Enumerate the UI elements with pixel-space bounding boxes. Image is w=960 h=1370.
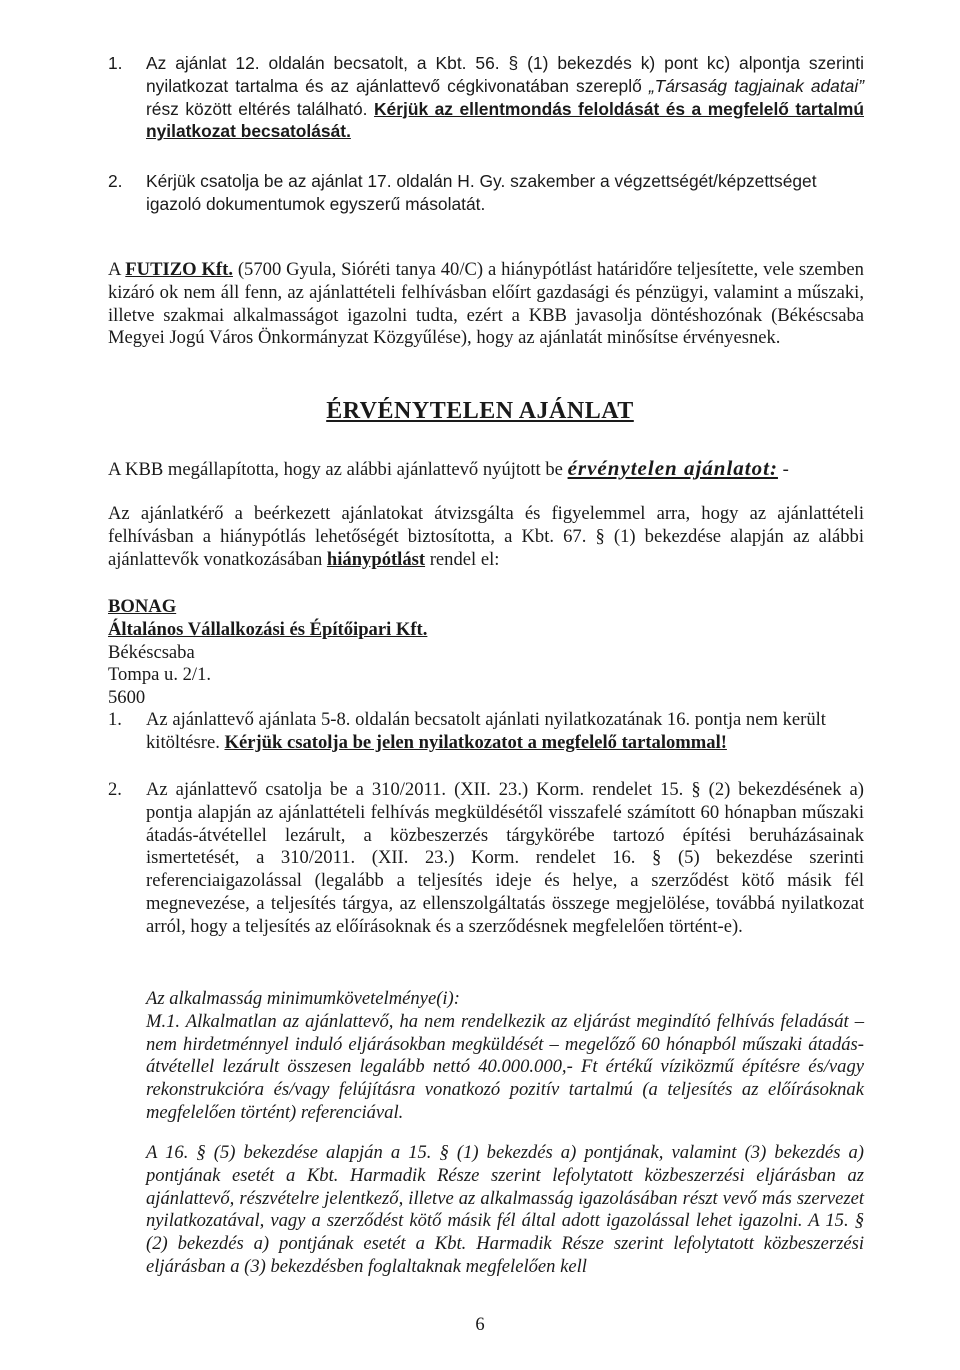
bold-request: Kérjük az ellentmondás feloldását és a megfelelő tartalmú nyilatkozat becsatolását.	[146, 98, 864, 142]
item-text: Az ajánlattevő ajánlata 5-8. oldalán becsatolt ajánlati nyilatkozatának 16. pontja nem került kitöltésre. Kérjük csatolja be jelen nyilatkozatot a megfelelő tartalommal!	[146, 709, 826, 753]
item-text: Kérjük csatolja be az ajánlat 17. oldalán H. Gy. szakember a végzettségét/képzettséget igazoló dokumentumok egyszerű másolatát.	[146, 171, 817, 214]
company-name: BONAG Általános Vállalkozási és Építőipari Kft.	[108, 596, 428, 640]
company-zip: 5600	[108, 687, 146, 709]
item-number: 2.	[108, 779, 122, 800]
page-number: 6	[475, 1314, 485, 1335]
list-item	[108, 52, 864, 143]
list-item	[108, 170, 864, 216]
intro-paragraph: Az ajánlatkérő a beérkezett ajánlatokat átvizsgálta és figyelemmel arra, hogy az ajánlattételi felhívásban a hiánypótlás lehetőségét biztosította, a Kbt. 67. § (1) bekezdése alapján az alábbi ajánlattevők vonatkozásában hiánypótlást rendel el:	[108, 503, 864, 570]
requirement-title: Az alkalmasság minimumkövetelménye(i):	[146, 988, 460, 1009]
kbb-statement: A KBB megállapította, hogy az alábbi ajánlattevő nyújtott be érvénytelen ajánlatot: -	[108, 456, 789, 480]
italic-quote: „Társaság tagjainak adatai”	[648, 75, 865, 96]
item-number: 2.	[108, 171, 123, 191]
list-item	[108, 779, 864, 939]
item-text: Az ajánlattevő csatolja be a 310/2011. (XII. 23.) Korm. rendelet 15. § (2) bekezdésének a) pontja alapján az ajánlattételi felhívás megküldésétől visszafelé számított 60 hónapban műszaki átadás-átvétellel lezárult, a közbeszerzés tárgykörébe tartozó építési beruházásainak ismertetését, a 310/2011. (XII. 23.) Korm. rendelet 16. § (5) bekezdése szerinti referenciaigazolással (legalább a teljesítés ideje és helye, a szerződést kötő másik fél megnevezése, a teljesítés tárgya, az ellenszolgáltatás összege megjelölése, továbbá nyilatkozat arról, hogy a teljesítés az előírásoknak és a szerződésnek megfelelően történt-e).	[146, 779, 864, 937]
bold-term: hiánypótlást	[326, 548, 426, 570]
bold-request: Kérjük csatolja be jelen nyilatkozatot a megfelelő tartalommal!	[224, 731, 727, 753]
company-name: FUTIZO Kft.	[125, 259, 233, 280]
invalid-offer-emphasis: érvénytelen ajánlatot:	[567, 456, 778, 480]
requirement-text: M.1. Alkalmatlan az ajánlattevő, ha nem rendelkezik az eljárást megindító felhívás feladását – nem hirdetménnyel induló eljárásokban megküldését – megelőző 60 hónapból műszaki átadás-átvétellel lezárult összesen legalább nettó 40.000.000,- Ft értékű víziközmű építésre és/vagy rekonstrukcióra és/vagy felújításra vonatkozó pozitív tartalmú (a teljesítés az előírásoknak megfelelően történt) referenciával.	[146, 1010, 864, 1123]
section-heading: ÉRVÉNYTELEN AJÁNLAT	[326, 398, 634, 424]
list-item	[108, 709, 864, 755]
company-street: Tompa u. 2/1.	[108, 664, 212, 686]
item-number: 1.	[108, 53, 123, 73]
requirement-block	[146, 988, 864, 1125]
item-number: 1.	[108, 709, 122, 730]
legal-note: A 16. § (5) bekezdése alapján a 15. § (1) bekezdés a) pontjának, valamint (3) bekezdés a) pontjának esetét a Kbt. Harmadik Része szerint lefolytatott közbeszerzési eljárásban az ajánlattevő, részvételre jelentkező, illetve az alkalmasság igazolásában részt vevő más szervezet nyilatkozatával, vagy a szerződést kötő másik fél által adott igazolással lehet igazolni. A 15. § (2) bekezdés a) pontjának esetét a Kbt. Harmadik Része szerint lefolytatott közbeszerzési eljárásban a (3) bekezdésben foglaltaknak megfelelően kell	[146, 1142, 864, 1277]
item-text: Az ajánlat 12. oldalán becsatolt, a Kbt. 56. § (1) bekezdés k) pont kc) alpontja szerinti nyilatkozat tartalma és az ajánlattevő cégkivonatában szereplő „Társaság tagjainak adatai” rész között eltérés található. Kérjük az ellentmondás feloldását és a megfelelő tartalmú nyilatkozat becsatolását.	[146, 53, 865, 142]
company-city: Békéscsaba	[108, 641, 195, 663]
company-address	[108, 596, 864, 710]
futizo-paragraph: A FUTIZO Kft. (5700 Gyula, Sióréti tanya 40/C) a hiánypótlást határidőre teljesítette, vele szemben kizáró ok nem áll fenn, az ajánlattételi felhívásban előírt gazdasági és pénzügyi, valamint a műszaki, illetve szakmai alkalmasságot igazolni tudta, ezért a KBB javasolja döntéshozónak (Békéscsaba Megyei Jogú Város Önkormányzat Közgyűlése), hogy az ajánlatát minősítse érvényesnek.	[108, 259, 864, 349]
